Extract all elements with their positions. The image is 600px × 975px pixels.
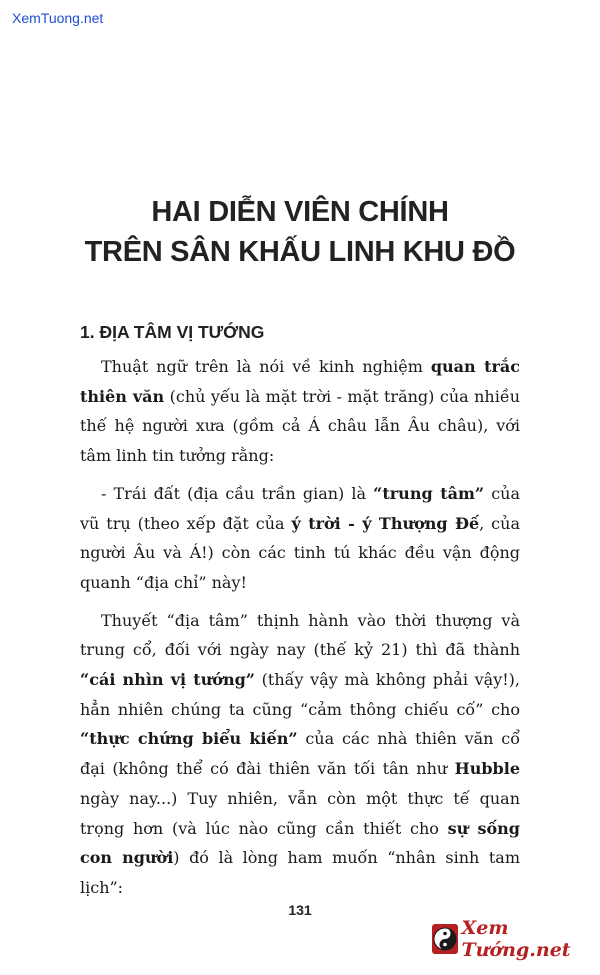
bold-run: sự sống con người <box>80 818 520 868</box>
body-text <box>80 352 520 903</box>
paragraph-3 <box>80 606 520 903</box>
yin-yang-icon <box>432 924 458 954</box>
text-run: , của người Âu và Á!) còn các tinh tú khác đều vận động quanh “địa chỉ” này! <box>80 513 520 592</box>
watermark-bottom-text: Xem Tướng.net <box>461 917 571 961</box>
paragraph-1 <box>80 352 520 471</box>
bold-run: Hubble <box>454 759 520 779</box>
section-heading: 1. ĐỊA TÂM VỊ TƯỚNG <box>80 322 265 342</box>
chapter-title-line-1: HAI DIỄN VIÊN CHÍNH <box>151 196 449 228</box>
text-run: Thuyết “địa tâm” thịnh hành vào thời thượng và trung cổ, đối với ngày nay (thế kỷ 21) thì đã thành <box>80 610 520 660</box>
text-run: của các nhà thiên văn cổ đại (không thể có đài thiên văn tối tân như <box>80 729 521 779</box>
text-run: Thuật ngữ trên là nói về kinh nghiệm <box>101 357 431 376</box>
bold-run: “cái nhìn vị tướng” <box>80 670 255 690</box>
paragraph-2 <box>80 479 520 598</box>
bold-run: “thực chứng biểu kiến” <box>80 729 298 749</box>
chapter-title-line-2: TRÊN SÂN KHẤU LINH KHU ĐỒ <box>84 236 516 268</box>
text-run: ) đó là lòng ham muốn “nhân sinh tam lịch”: <box>80 848 520 897</box>
text-run: ngày nay...) Tuy nhiên, vẫn còn một thực tế quan trọng hơn (và lúc nào cũng cần thiết cho <box>80 788 520 838</box>
watermark-top: XemTuong.net <box>12 10 104 26</box>
text-run: (chủ yếu là mặt trời - mặt trăng) của nhiều thế hệ người xưa (gồm cả Á châu lẫn Âu châu), với tâm linh tin tưởng rằng: <box>80 386 520 466</box>
page-number: 131 <box>288 902 312 918</box>
watermark-logo <box>432 917 600 961</box>
text-run: (thấy vậy mà không phải vậy!), hẳn nhiên chúng ta cũng “cảm thông chiếu cố” cho <box>80 670 521 719</box>
text-run: - Trái đất (địa cầu trần gian) là <box>101 483 374 503</box>
text-run: của vũ trụ (theo xếp đặt của <box>80 483 521 533</box>
bold-run: ý trời - ý Thượng Đế <box>291 513 480 533</box>
bold-run: “trung tâm” <box>373 483 485 503</box>
chapter-title <box>0 192 600 272</box>
bold-run: quan trắc thiên văn <box>80 357 521 406</box>
